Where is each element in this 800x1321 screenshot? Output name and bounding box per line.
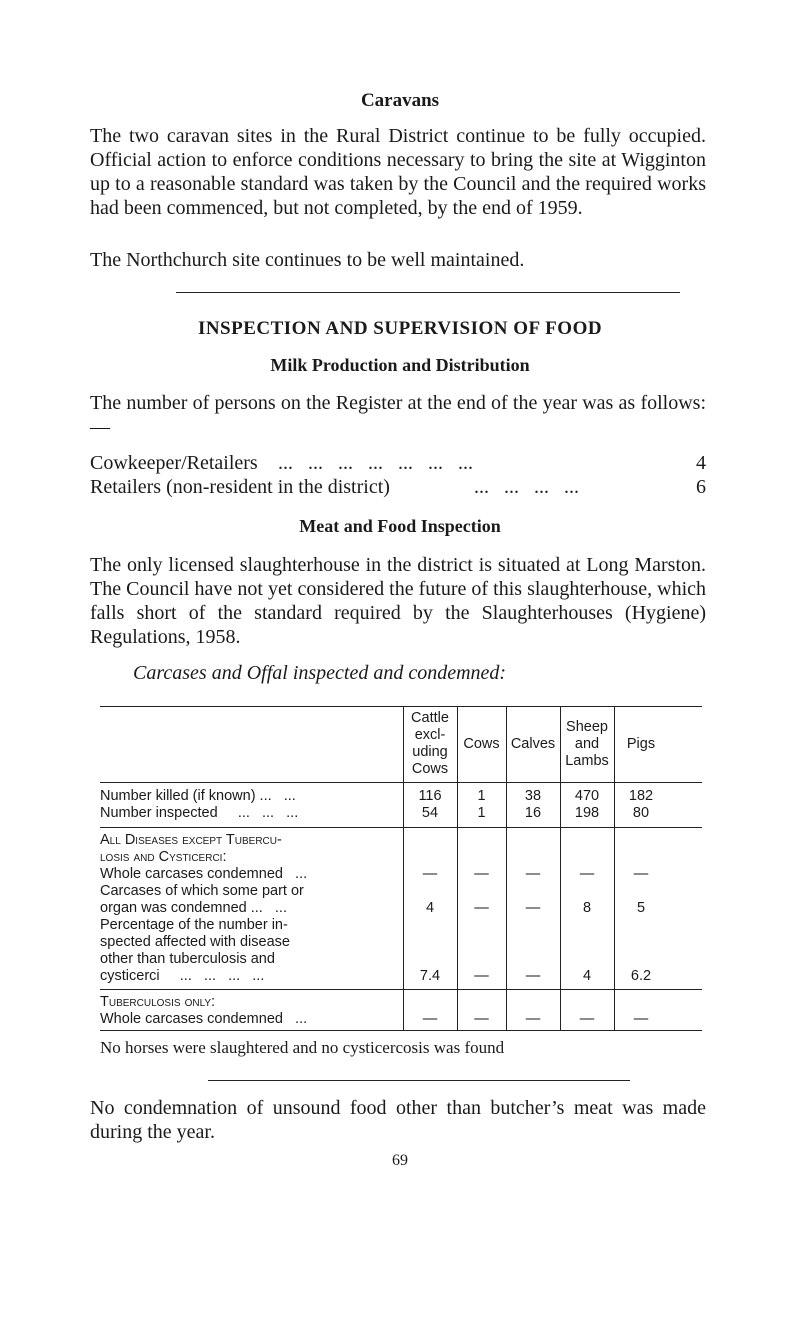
- milk-row-value: 6: [696, 476, 706, 498]
- row-label-part: Carcases of which some part or: [100, 883, 304, 899]
- col-header-calves: Calves: [510, 736, 556, 752]
- milk-row-leader: ... ... ... ... ... ... ...: [278, 452, 473, 474]
- cell: 54: [421, 805, 439, 821]
- cell: —: [525, 866, 541, 882]
- milk-intro-text: The number of persons on the Register at the end of the year was as follows:—: [90, 392, 706, 438]
- row-label-pct: spected affected with disease: [100, 934, 290, 950]
- row-label-killed: Number killed (if known) ... ...: [100, 788, 296, 804]
- milk-heading: Milk Production and Distribution: [270, 355, 530, 375]
- row-label-pct: other than tuberculosis and: [100, 951, 275, 967]
- cell: 5: [636, 900, 646, 916]
- cell: 470: [574, 788, 600, 804]
- table-footnote: No horses were slaughtered and no cysticercosis was found: [100, 1038, 505, 1057]
- milk-row-value: 4: [696, 452, 706, 474]
- cell: —: [474, 866, 489, 882]
- cell: 38: [524, 788, 542, 804]
- row-label-whole: Whole carcases condemned ...: [100, 866, 308, 882]
- cell: —: [474, 1011, 489, 1027]
- cell: 4: [425, 900, 435, 916]
- section-heading-all-diseases: All Diseases except Tubercu-: [100, 832, 282, 848]
- col-header-cows: Cows: [463, 736, 500, 752]
- cell: 182: [628, 788, 654, 804]
- milk-row-leader: ... ... ... ...: [474, 476, 579, 498]
- meat-paragraph-text: The only licensed slaughterhouse in the district is situated at Long Marston. The Council have not yet considered the future of this slaughterhouse, which falls short of the standard required by the Slaughterhouses (Hygiene) Regulations, 1958.: [90, 554, 706, 648]
- meat-heading: Meat and Food Inspection: [299, 516, 501, 536]
- inspection-heading: INSPECTION AND SUPERVISION OF FOOD: [197, 318, 603, 339]
- cell: —: [579, 866, 595, 882]
- cell: 1: [477, 805, 486, 821]
- row-label-inspected: Number inspected ... ... ...: [100, 805, 299, 821]
- cell: —: [633, 1011, 649, 1027]
- col-header-pigs: Pigs: [626, 736, 656, 752]
- cell: —: [525, 968, 541, 984]
- cell: —: [474, 900, 489, 916]
- section-heading-tb: Tuberculosis only:: [100, 994, 216, 1010]
- cell: —: [579, 1011, 595, 1027]
- cell: —: [422, 1011, 438, 1027]
- cell: 198: [574, 805, 600, 821]
- closing-paragraph-text: No condemnation of unsound food other than butcher’s meat was made during the year.: [90, 1097, 706, 1143]
- cell: 7.4: [419, 968, 441, 984]
- cell: 4: [582, 968, 592, 984]
- cell: —: [525, 900, 541, 916]
- cell: 116: [418, 788, 442, 804]
- row-label-whole: Whole carcases condemned ...: [100, 1011, 308, 1027]
- closing-paragraph: [90, 1096, 706, 1144]
- col-header-sheep: Sheep and Lambs: [565, 719, 609, 769]
- row-label-pct: Percentage of the number in-: [100, 917, 288, 933]
- col-header-cattle: Cattle excl- uding Cows: [411, 710, 449, 777]
- cell: 80: [632, 805, 650, 821]
- page-number: 69: [392, 1152, 408, 1169]
- cell: 16: [524, 805, 542, 821]
- cell: 1: [477, 788, 486, 804]
- cell: 6.2: [630, 968, 652, 984]
- caravans-paragraph-2-text: The Northchurch site continues to be well maintained.: [90, 249, 525, 271]
- cell: —: [525, 1011, 541, 1027]
- caravans-heading: Caravans: [360, 90, 440, 111]
- section-heading-all-diseases: losis and Cysticerci:: [100, 849, 227, 865]
- row-label-pct: cysticerci ... ... ... ...: [100, 968, 265, 984]
- milk-row-label: Cowkeeper/Retailers: [90, 452, 258, 474]
- caravans-paragraph-1-text: The two caravan sites in the Rural District continue to be fully occupied. Official action to enforce conditions necessary to bring the site at Wigginton up to a reasonable standard was taken by the Council and the required works had been commenced, but not completed, by the end of 1959.: [90, 125, 706, 219]
- closing-divider: [208, 1080, 630, 1081]
- cell: 8: [582, 900, 592, 916]
- milk-row-label: Retailers (non-resident in the district): [90, 476, 390, 498]
- table-caption: Carcases and Offal inspected and condemned:: [133, 662, 507, 684]
- row-label-part: organ was condemned ... ...: [100, 900, 287, 916]
- cell: —: [633, 866, 649, 882]
- cell: —: [474, 968, 489, 984]
- cell: —: [422, 866, 438, 882]
